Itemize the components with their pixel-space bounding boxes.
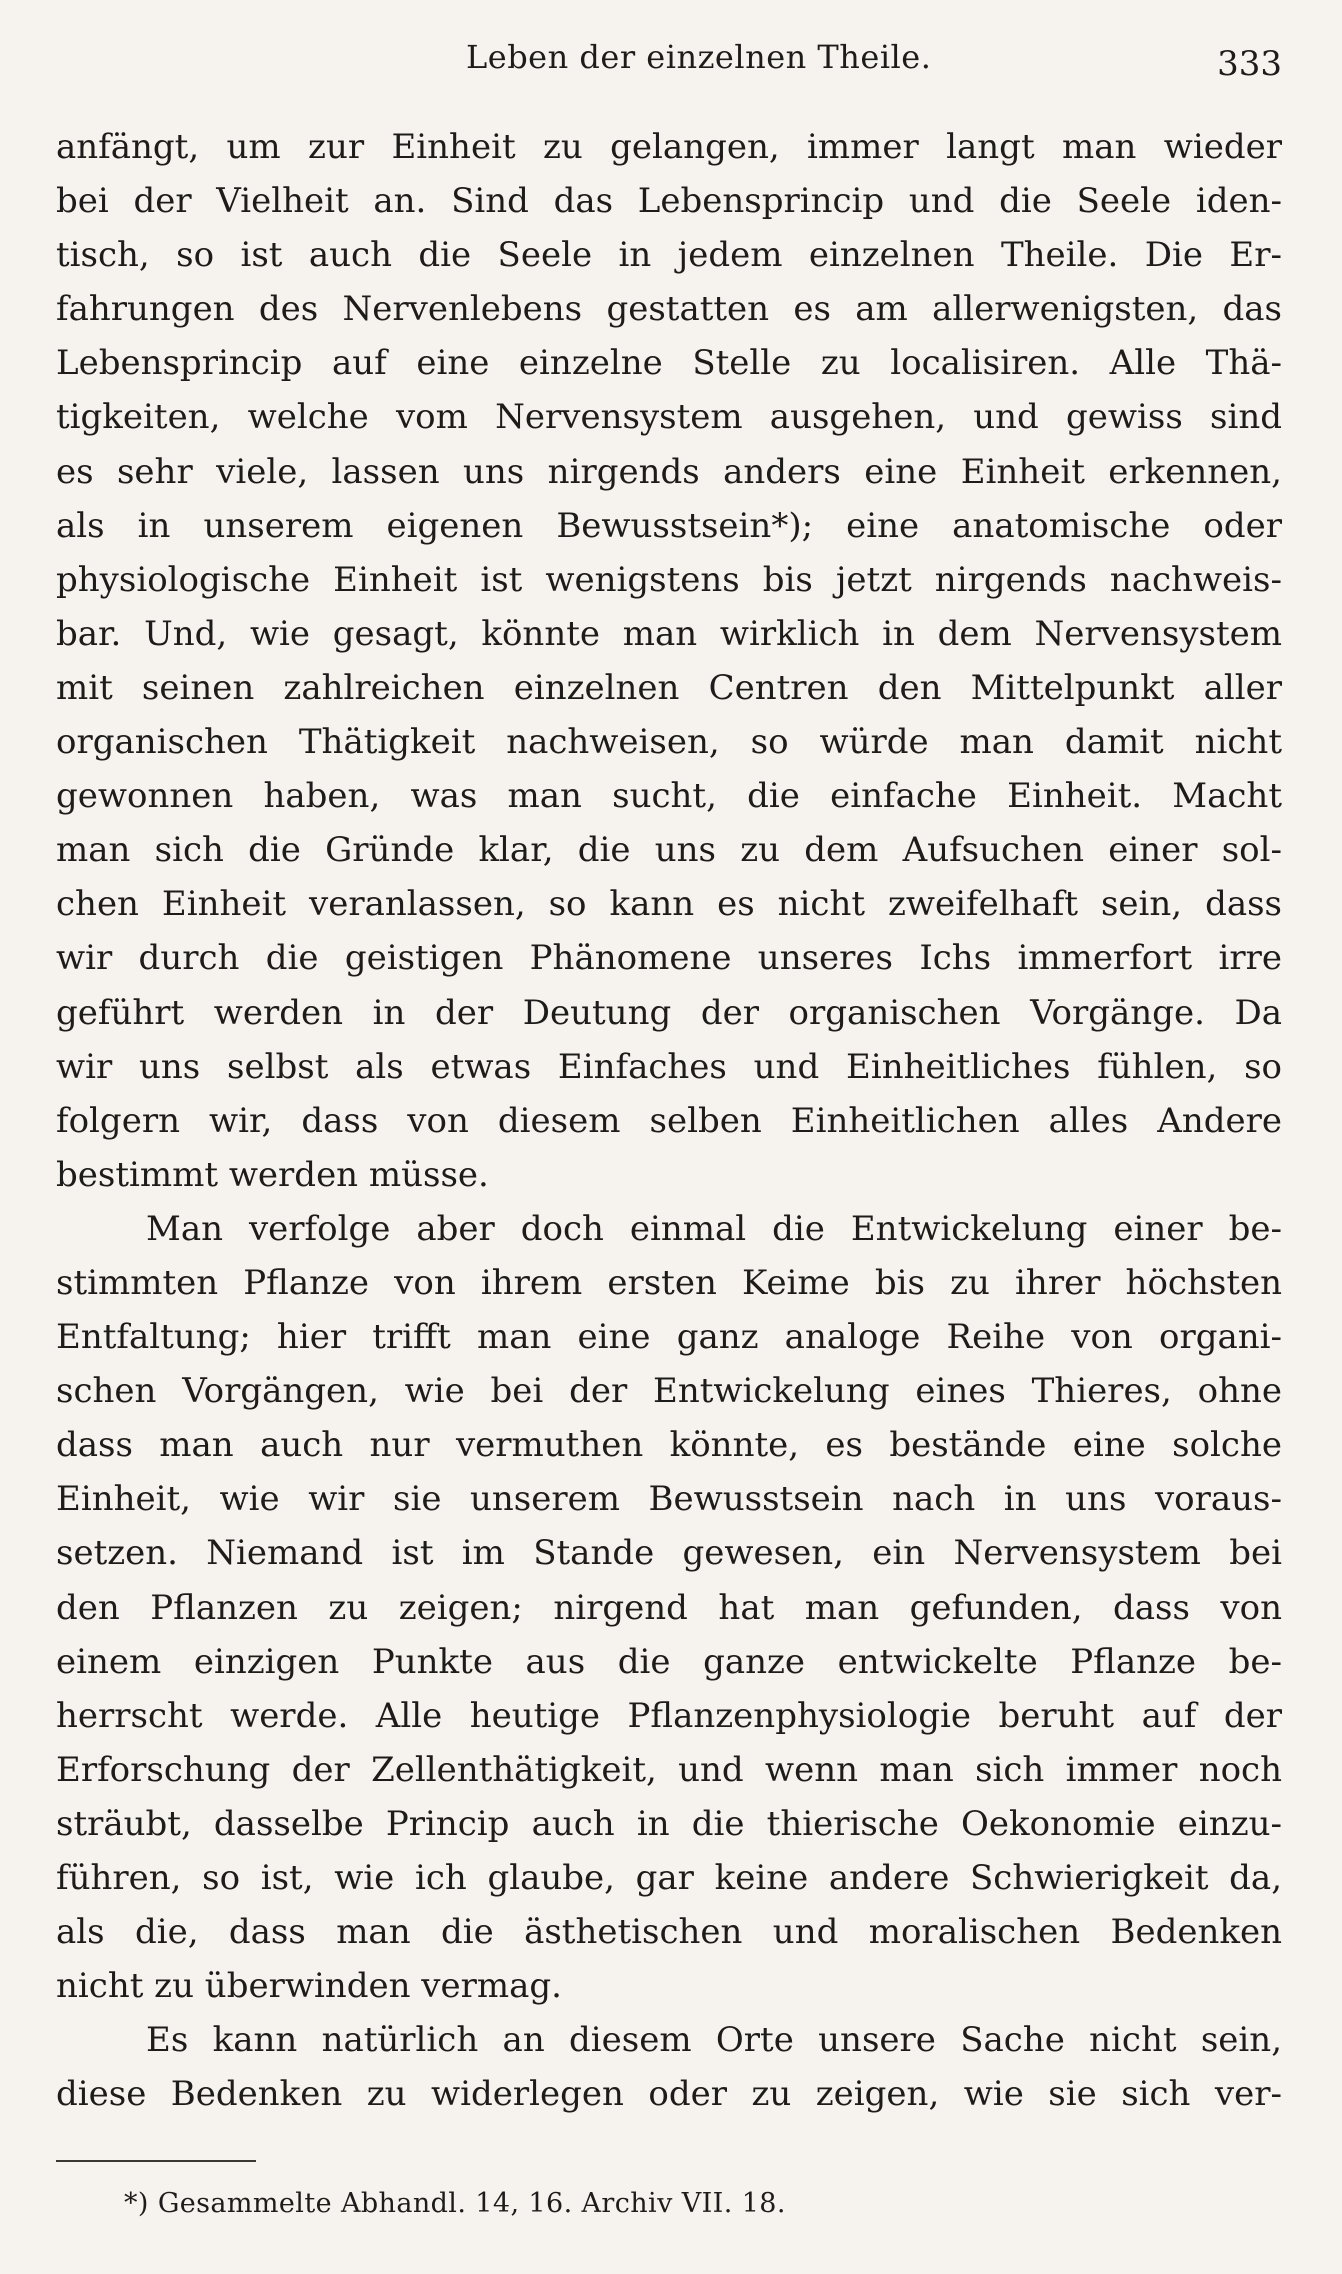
page-number: 333 [1217, 44, 1282, 84]
text-line: Man verfolge aber doch einmal die Entwickelung einer be- [146, 1208, 1282, 1249]
text-line: Erforschung der Zellenthätigkeit, und wenn man sich immer noch [56, 1749, 1282, 1790]
text-line: man sich die Gründe klar, die uns zu dem Aufsuchen einer sol- [56, 830, 1282, 871]
text-line: tigkeiten, welche vom Nervensystem ausgehen, und gewiss sind [56, 397, 1282, 438]
text-line: als die, dass man die ästhetischen und moralischen Bedenken [56, 1912, 1282, 1953]
text-line: dass man auch nur vermuthen könnte, es bestände eine solche [56, 1425, 1282, 1466]
text-line: als in unserem eigenen Bewusstsein*); eine anatomische oder [56, 505, 1282, 546]
paragraph [56, 2013, 1282, 2121]
text-line: anfängt, um zur Einheit zu gelangen, immer langt man wieder [56, 127, 1282, 167]
text-line: sträubt, dasselbe Princip auch in die thierische Oekonomie einzu- [56, 1803, 1282, 1844]
text-line: organischen Thätigkeit nachweisen, so würde man damit nicht [56, 722, 1282, 763]
text-line: bestimmt werden müsse. [56, 1154, 489, 1195]
text-line: Es kann natürlich an diesem Orte unsere Sache nicht sein, [146, 2020, 1282, 2061]
text-line: nicht zu überwinden vermag. [56, 1966, 562, 2007]
running-head [0, 34, 1342, 84]
text-line: gewonnen haben, was man sucht, die einfache Einheit. Macht [56, 776, 1282, 817]
text-line: Lebensprincip auf eine einzelne Stelle zu localisiren. Alle Thä- [56, 343, 1282, 384]
text-line: es sehr viele, lassen uns nirgends anders eine Einheit erkennen, [56, 451, 1282, 492]
footnote-rule [56, 2160, 256, 2162]
text-line: fahrungen des Nervenlebens gestatten es am allerwenigsten, das [56, 289, 1282, 330]
footnote: *) Gesammelte Abhandl. 14, 16. Archiv VII. 18. [124, 2188, 786, 2219]
text-line: bei der Vielheit an. Sind das Lebensprincip und die Seele iden- [56, 181, 1282, 222]
text-line: diese Bedenken zu widerlegen oder zu zeigen, wie sie sich ver- [56, 2074, 1282, 2115]
text-line: stimmten Pflanze von ihrem ersten Keime bis zu ihrer höchsten [56, 1262, 1282, 1303]
text-line: geführt werden in der Deutung der organischen Vorgänge. Da [56, 992, 1282, 1033]
text-line: chen Einheit veranlassen, so kann es nicht zweifelhaft sein, dass [56, 884, 1282, 925]
paragraph [56, 120, 1282, 1202]
text-line: wir durch die geistigen Phänomene unseres Ichs immerfort irre [56, 938, 1282, 979]
text-line: physiologische Einheit ist wenigstens bis jetzt nirgends nachweis- [56, 559, 1282, 600]
text-line: Einheit, wie wir sie unserem Bewusstsein nach in uns voraus- [56, 1479, 1282, 1520]
running-title: Leben der einzelnen Theile. [466, 38, 932, 76]
text-line: bar. Und, wie gesagt, könnte man wirklich in dem Nervensystem [56, 613, 1282, 654]
text-line: folgern wir, dass von diesem selben Einheitlichen alles Andere [56, 1100, 1282, 1141]
text-line: setzen. Niemand ist im Stande gewesen, ein Nervensystem bei [56, 1533, 1282, 1574]
paragraph [56, 1202, 1282, 2013]
text-line: herrscht werde. Alle heutige Pflanzenphysiologie beruht auf der [56, 1695, 1282, 1736]
text-line: Entfaltung; hier trifft man eine ganz analoge Reihe von organi- [56, 1317, 1282, 1358]
text-line: schen Vorgängen, wie bei der Entwickelung eines Thieres, ohne [56, 1371, 1282, 1412]
text-line: den Pflanzen zu zeigen; nirgend hat man gefunden, dass von [56, 1587, 1282, 1628]
text-line: wir uns selbst als etwas Einfaches und Einheitliches fühlen, so [56, 1046, 1282, 1087]
text-line: führen, so ist, wie ich glaube, gar keine andere Schwierigkeit da, [56, 1858, 1282, 1898]
text-line: mit seinen zahlreichen einzelnen Centren den Mittelpunkt aller [56, 667, 1282, 708]
body-text [56, 120, 1282, 2121]
text-line: tisch, so ist auch die Seele in jedem einzelnen Theile. Die Er- [56, 235, 1282, 276]
text-line: einem einzigen Punkte aus die ganze entwickelte Pflanze be- [56, 1641, 1282, 1682]
